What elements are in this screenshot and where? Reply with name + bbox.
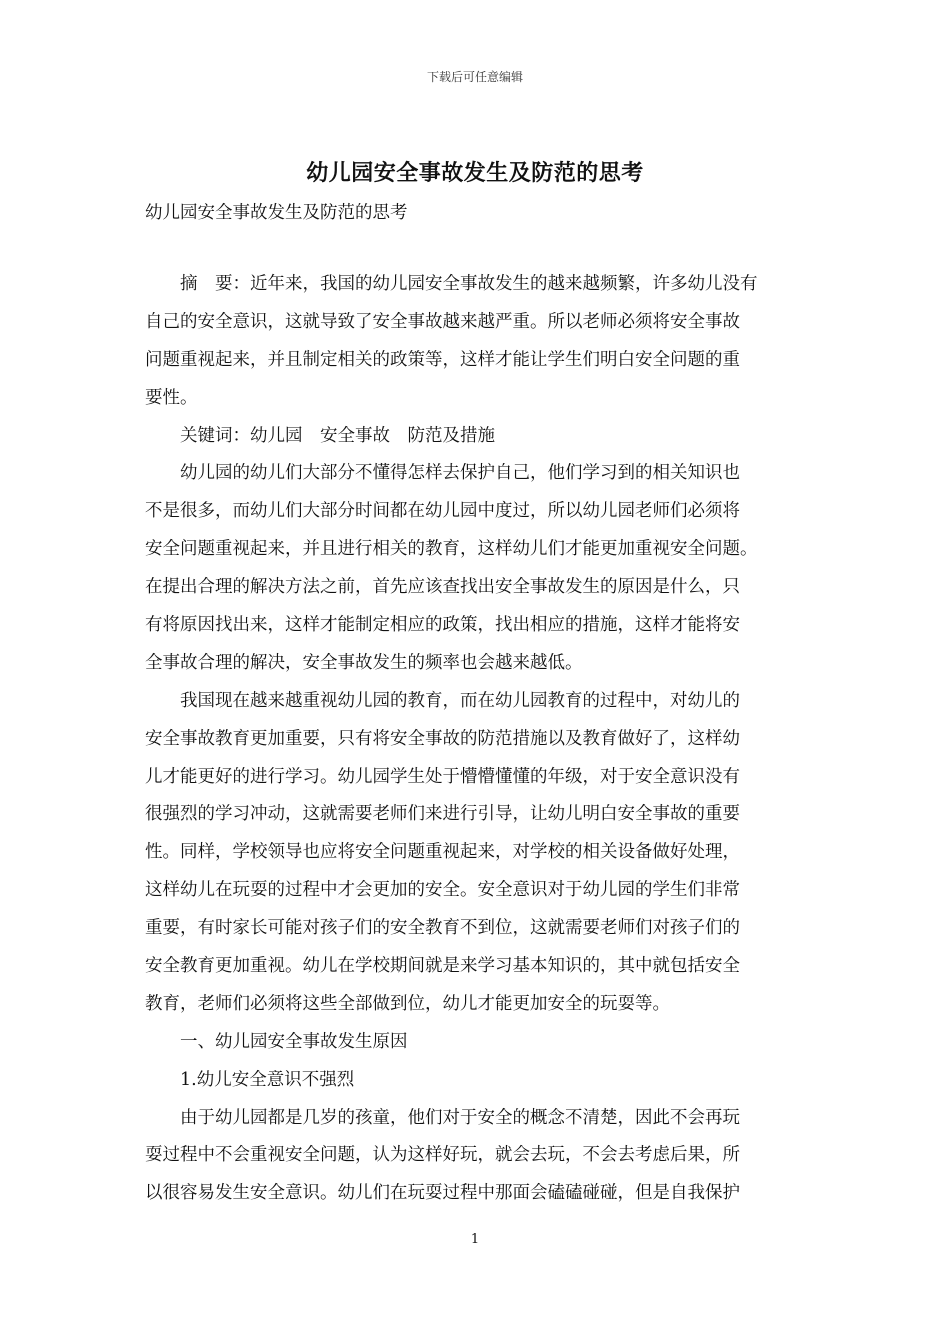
body-line: 耍过程中不会重视安全问题，认为这样好玩，就会去玩，不会去考虑后果，所: [145, 1145, 740, 1166]
body-line: 重要，有时家长可能对孩子们的安全教育不到位，这就需要老师们对孩子们的: [145, 918, 740, 939]
keywords-line: 关键词：幼儿园 安全事故 防范及措施: [145, 425, 495, 446]
body-line: 这样幼儿在玩耍的过程中才会更加的安全。安全意识对于幼儿园的学生们非常: [145, 880, 740, 901]
body-line: 幼儿园的幼儿们大部分不懂得怎样去保护自己，他们学习到的相关知识也: [145, 463, 740, 484]
body-line: 摘 要：近年来，我国的幼儿园安全事故发生的越来越频繁，许多幼儿没有: [145, 274, 758, 294]
body-text: [145, 266, 810, 1213]
body-line: 由于幼儿园都是几岁的孩童，他们对于安全的概念不清楚，因此不会再玩: [145, 1107, 740, 1128]
body-line: 全事故合理的解决，安全事故发生的频率也会越来越低。: [145, 652, 583, 673]
body-line: 以很容易发生安全意识。幼儿们在玩耍过程中那面会磕磕碰碰，但是自我保护: [145, 1183, 740, 1204]
body-line: 安全事故教育更加重要，只有将安全事故的防范措施以及教育做好了，这样幼: [145, 728, 740, 749]
body-line: 自己的安全意识，这就导致了安全事故越来越严重。所以老师必须将安全事故: [145, 311, 740, 332]
section-heading: 一、幼儿园安全事故发生原因: [145, 1031, 408, 1052]
body-line: 在提出合理的解决方法之前，首先应该查找出安全事故发生的原因是什么，只: [145, 577, 740, 598]
header-note: 下载后可任意编辑: [426, 70, 523, 84]
page-number: 1: [470, 1232, 480, 1247]
body-line: 要性。: [145, 387, 198, 408]
document-subtitle: 幼儿园安全事故发生及防范的思考: [145, 203, 408, 223]
body-line: 性。同样，学校领导也应将安全问题重视起来，对学校的相关设备做好处理，: [145, 842, 740, 863]
body-line: 很强烈的学习冲动，这就需要老师们来进行引导，让幼儿明白安全事故的重要: [145, 804, 740, 825]
body-line: 有将原因找出来，这样才能制定相应的政策，找出相应的措施，这样才能将安: [145, 615, 740, 636]
body-line: 安全问题重视起来，并且进行相关的教育，这样幼儿们才能更加重视安全问题。: [145, 539, 758, 560]
body-line: 不是很多，而幼儿们大部分时间都在幼儿园中度过，所以幼儿园老师们必须将: [145, 501, 740, 522]
body-line: 教育，老师们必须将这些全部做到位，幼儿才能更加安全的玩耍等。: [145, 993, 670, 1014]
document-title: 幼儿园安全事故发生及防范的思考: [306, 160, 644, 186]
body-line: 问题重视起来，并且制定相关的政策等，这样才能让学生们明白安全问题的重: [145, 349, 740, 370]
body-line: 安全教育更加重视。幼儿在学校期间就是来学习基本知识的，其中就包括安全: [145, 956, 740, 977]
subsection-heading: 1.幼儿安全意识不强烈: [145, 1069, 355, 1090]
body-line: 儿才能更好的进行学习。幼儿园学生处于懵懵懂懂的年级，对于安全意识没有: [145, 766, 740, 787]
body-line: 我国现在越来越重视幼儿园的教育，而在幼儿园教育的过程中，对幼儿的: [145, 690, 740, 711]
